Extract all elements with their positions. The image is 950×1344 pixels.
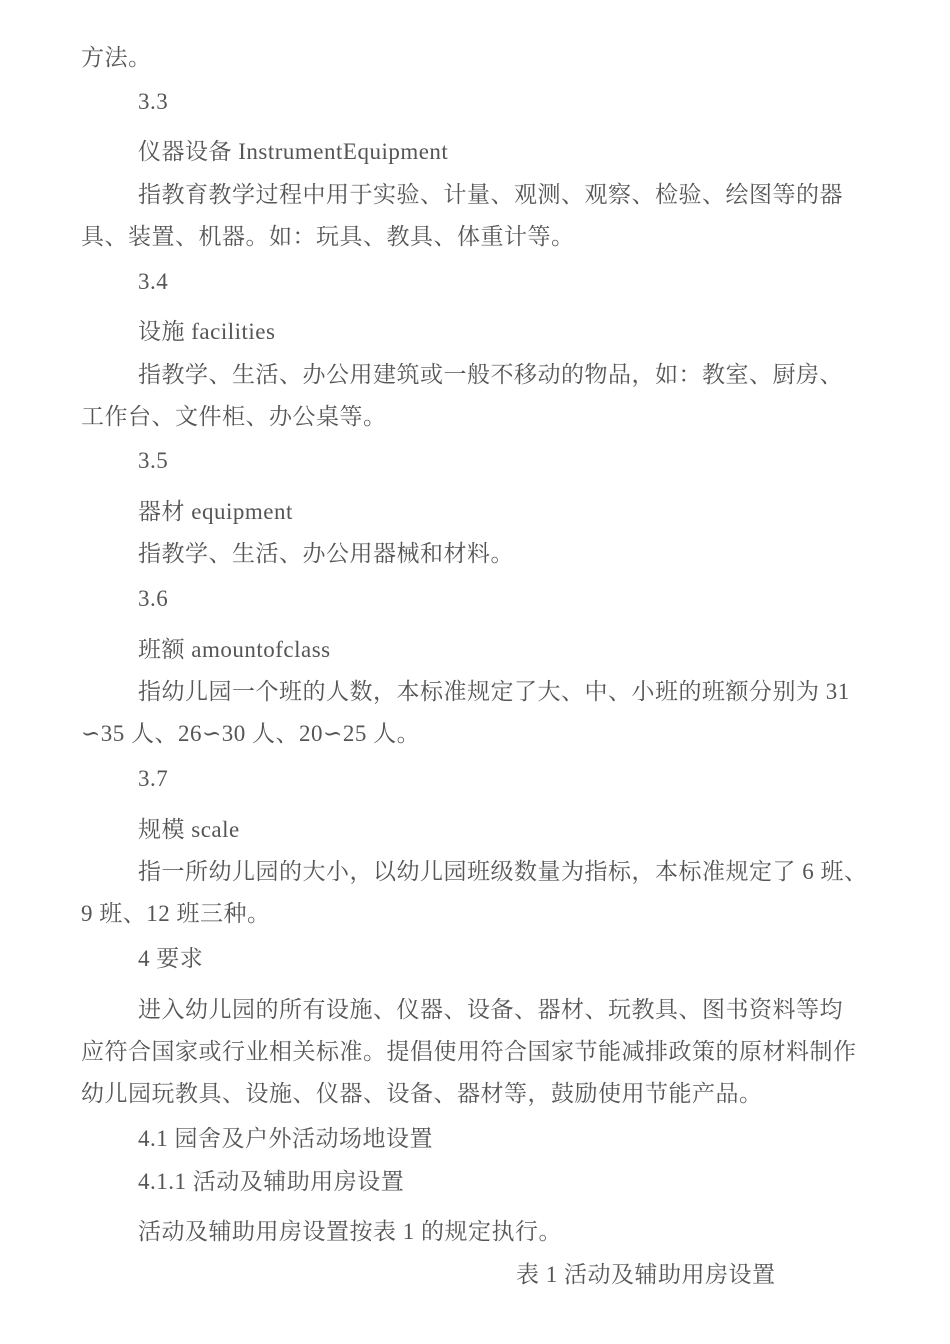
paragraph-line: 9 班、12 班三种。 [81,901,271,926]
section-number: 3.6 [138,586,169,611]
term-heading: 班额 amountofclass [138,637,331,662]
table-caption: 表 1 活动及辅助用房设置 [516,1262,776,1287]
term-heading: 设施 facilities [138,319,276,344]
paragraph-line: 工作台、文件柜、办公桌等。 [81,404,387,429]
paragraph-line: 幼儿园玩教具、设施、仪器、设备、器材等，鼓励使用节能产品。 [81,1081,763,1106]
paragraph-line: 进入幼儿园的所有设施、仪器、设备、器材、玩教具、图书资料等均 [138,997,843,1022]
paragraph-line: 活动及辅助用房设置按表 1 的规定执行。 [138,1219,562,1244]
subsection-heading: 4.1 园舍及户外活动场地设置 [138,1126,433,1151]
paragraph-line: 方法。 [81,45,152,70]
subsection-heading: 4.1.1 活动及辅助用房设置 [138,1169,405,1194]
section-heading: 4 要求 [138,946,204,971]
paragraph-line: 指一所幼儿园的大小，以幼儿园班级数量为指标，本标准规定了 6 班、 [138,859,868,884]
paragraph-line: 指教学、生活、办公用建筑或一般不移动的物品，如：教室、厨房、 [138,362,843,387]
paragraph-line: 指教育教学过程中用于实验、计量、观测、观察、检验、绘图等的器 [138,182,843,207]
paragraph-line: ∽35 人、26∽30 人、20∽25 人。 [81,721,421,746]
paragraph-line: 指幼儿园一个班的人数，本标准规定了大、中、小班的班额分别为 31 [138,679,850,704]
paragraph-line: 指教学、生活、办公用器械和材料。 [138,541,514,566]
paragraph-line: 应符合国家或行业相关标准。提倡使用符合国家节能减排政策的原材料制作 [81,1039,857,1064]
section-number: 3.5 [138,448,169,473]
term-heading: 器材 equipment [138,499,293,524]
section-number: 3.4 [138,269,169,294]
section-number: 3.7 [138,766,169,791]
term-heading: 仪器设备 InstrumentEquipment [138,139,449,164]
section-number: 3.3 [138,89,169,114]
term-heading: 规模 scale [138,817,240,842]
paragraph-line: 具、装置、机器。如：玩具、教具、体重计等。 [81,224,575,249]
